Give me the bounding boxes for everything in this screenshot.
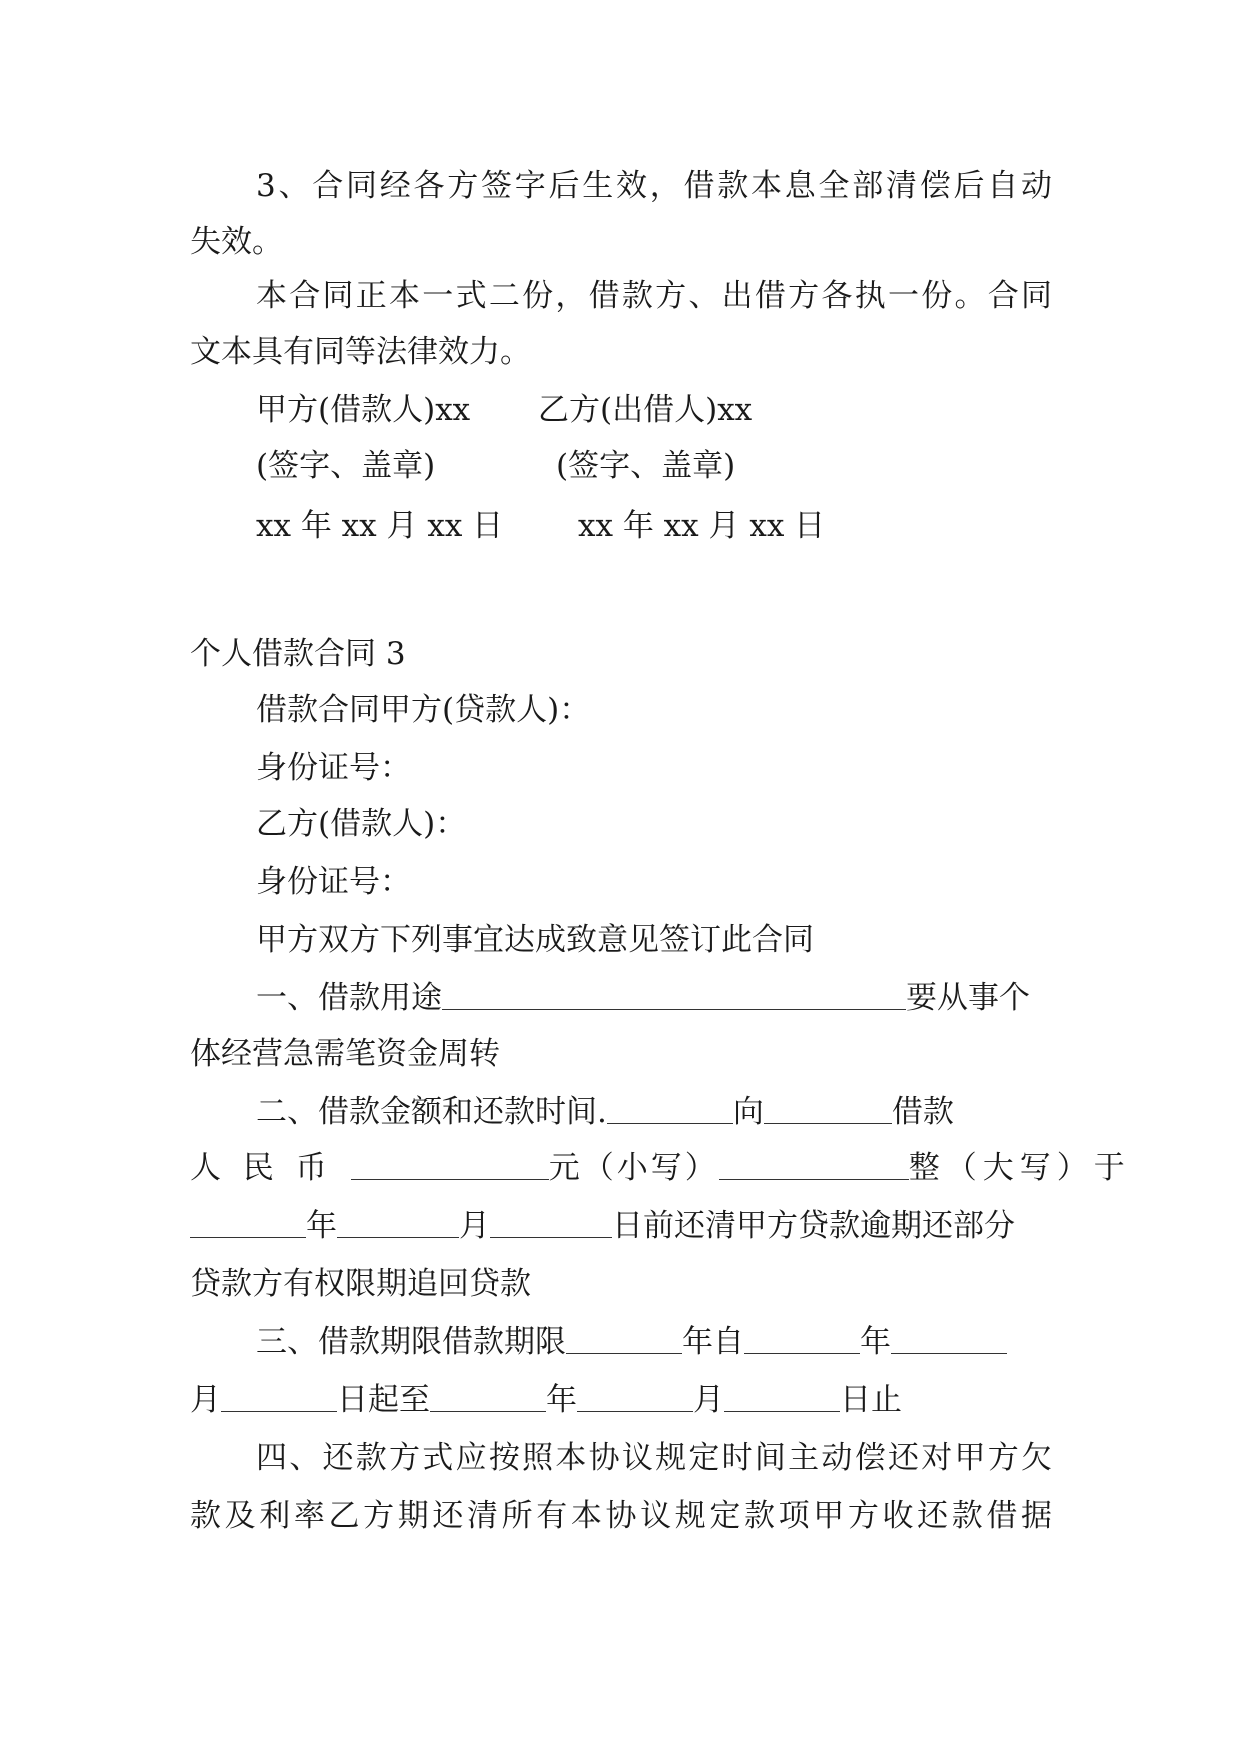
amount-blank-small[interactable]	[351, 1149, 549, 1180]
amount-month: 月	[459, 1208, 490, 1244]
party-a: 甲方(借款人)xx	[256, 392, 471, 428]
lender-label: 借款合同甲方(贷款人)：	[256, 692, 591, 728]
amount-lead: 二、借款金额和还款时间.	[256, 1094, 607, 1130]
lender-id: 身份证号：	[256, 750, 411, 786]
seal-b: (签字、盖章)	[556, 448, 736, 484]
term-day-end: 日止	[840, 1382, 902, 1418]
amount-line1	[256, 1086, 1052, 1138]
clause3-line2: 失效。	[190, 224, 283, 260]
term-year: 年	[860, 1324, 891, 1360]
date-a: xx 年 xx 月 xx 日	[256, 508, 504, 544]
purpose-line2: 体经营急需笔资金周转	[190, 1036, 500, 1072]
amount-line3-tail: 日前还清甲方贷款逾期还部分	[612, 1208, 1015, 1244]
term-line2	[190, 1374, 1052, 1426]
copies-line2: 文本具有同等法律效力。	[190, 334, 531, 370]
purpose-line1	[256, 972, 1052, 1024]
term-end-month: 月	[693, 1382, 724, 1418]
term-year-from: 年自	[682, 1324, 744, 1360]
amount-blank-day[interactable]	[490, 1207, 612, 1238]
amount-blank-to[interactable]	[764, 1093, 892, 1124]
term-month: 月	[190, 1382, 221, 1418]
amount-line2	[190, 1142, 1131, 1194]
repay-line1: 四、还款方式应按照本协议规定时间主动偿还对甲方欠	[256, 1440, 1052, 1476]
amount-borrow: 借款	[891, 1094, 954, 1130]
contract3-title: 个人借款合同 3	[190, 636, 406, 672]
purpose-tail: 要从事个	[906, 980, 1030, 1016]
seal-a: (签字、盖章)	[256, 448, 436, 484]
amount-blank-month[interactable]	[337, 1207, 459, 1238]
term-blank-years[interactable]	[566, 1323, 682, 1354]
amount-to: 向	[732, 1094, 764, 1130]
amount-small-label: 元（小写）	[548, 1150, 719, 1186]
clause3-line1: 3、合同经各方签字后生效，借款本息全部清偿后自动	[256, 168, 1052, 204]
term-line1	[256, 1316, 1052, 1368]
term-blank-start-day[interactable]	[221, 1381, 337, 1412]
term-day-to: 日起至	[337, 1382, 430, 1418]
amount-line4: 贷款方有权限期追回贷款	[190, 1266, 531, 1302]
borrower-id: 身份证号：	[256, 864, 411, 900]
amount-rmb: 人 民 币	[190, 1150, 333, 1186]
amount-blank-large[interactable]	[719, 1149, 909, 1180]
copies-line1: 本合同正本一式二份，借款方、出借方各执一份。合同	[256, 278, 1052, 314]
contract-intro: 甲方双方下列事宜达成致意见签订此合同	[256, 922, 814, 958]
repay-line2: 款及利率乙方期还清所有本协议规定款项甲方收还款借据	[190, 1498, 1052, 1534]
purpose-lead: 一、借款用途	[256, 980, 442, 1016]
amount-blank-from[interactable]	[607, 1093, 733, 1124]
borrower-label: 乙方(借款人)：	[256, 806, 467, 842]
purpose-blank[interactable]	[442, 979, 906, 1010]
amount-blank-year[interactable]	[190, 1207, 306, 1238]
amount-year: 年	[306, 1208, 337, 1244]
term-blank-start-month[interactable]	[891, 1323, 1007, 1354]
term-blank-end-day[interactable]	[724, 1381, 840, 1412]
signature-seals	[256, 440, 1052, 492]
signature-parties	[256, 384, 1052, 436]
term-blank-start-year[interactable]	[744, 1323, 860, 1354]
term-blank-end-year[interactable]	[430, 1381, 546, 1412]
term-blank-end-month[interactable]	[577, 1381, 693, 1412]
date-b: xx 年 xx 月 xx 日	[578, 508, 826, 544]
term-lead: 三、借款期限借款期限	[256, 1324, 566, 1360]
amount-line3	[190, 1200, 1052, 1252]
signature-dates	[256, 500, 1052, 552]
amount-large-label: 整（大写）于	[908, 1150, 1131, 1186]
party-b: 乙方(出借人)xx	[538, 392, 753, 428]
term-end-year: 年	[546, 1382, 577, 1418]
